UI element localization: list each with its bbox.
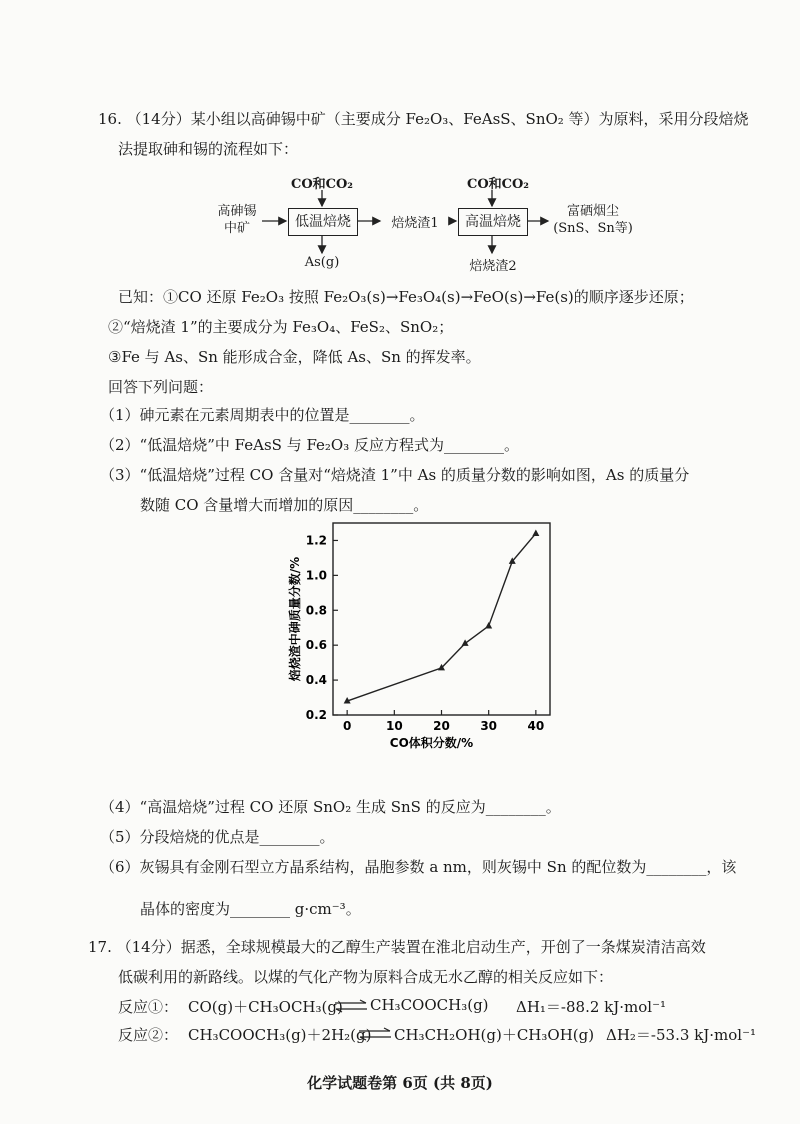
reaction-2-products: CH₃CH₂OH(g)＋CH₃OH(g)	[394, 1026, 595, 1044]
plot-frame	[333, 523, 550, 715]
x-tick-label: 40	[527, 719, 545, 733]
reaction-1-reactants: CO(g)＋CH₃OCH₃(g)	[188, 998, 343, 1016]
q16-stem-line1: 16. （14分）某小组以高砷锡中矿（主要成分 Fe₂O₃、FeAsS、SnO₂ 等）为原料，采用分段焙烧	[98, 110, 749, 128]
known-2: ②“焙烧渣 1”的主要成分为 Fe₃O₄、FeS₂、SnO₂；	[108, 318, 454, 336]
as-content-chart	[280, 520, 610, 750]
sub-question-3-line1: （3）“低温焙烧”过程 CO 含量对“焙烧渣 1”中 As 的质量分数的影响如图，As 的质量分	[100, 466, 690, 484]
reaction-2-label: 反应②：	[118, 1026, 179, 1044]
x-tick-label: 30	[480, 719, 498, 733]
page-footer: 化学试题卷第 6页 (共 8页)	[307, 1074, 493, 1092]
flow-output: 富硒烟尘 (SnS、Sn等)	[553, 204, 633, 236]
flow-diagram	[0, 165, 800, 280]
data-point-marker	[462, 639, 469, 646]
sub-question-6-line1: （6）灰锡具有金刚石型立方晶系结构，晶胞参数 a nm，则灰锡中 Sn 的配位数为________，该	[100, 858, 737, 876]
reaction-2-enthalpy: ΔH₂＝-53.3 kJ·mol⁻¹	[606, 1026, 757, 1044]
reaction-1-label: 反应①：	[118, 998, 179, 1016]
sub-question-2: （2）“低温焙烧”中 FeAsS 与 Fe₂O₃ 反应方程式为________。	[100, 436, 520, 454]
data-point-marker	[485, 622, 492, 629]
sub-question-3-line2: 数随 CO 含量增大而增加的原因________。	[140, 496, 429, 514]
x-axis-label: CO体积分数/%	[389, 736, 474, 750]
flow-gas1: CO和CO₂	[290, 177, 354, 192]
sub-question-1: （1）砷元素在元素周期表中的位置是________。	[100, 406, 425, 424]
reaction-2-reactants: CH₃COOCH₃(g)＋2H₂(g)	[188, 1026, 372, 1044]
q17-stem-line2: 低碳利用的新路线。以煤的气化产物为原料合成无水乙醇的相关反应如下：	[118, 968, 614, 986]
flow-out-residue2: 焙烧渣2	[469, 259, 517, 274]
equilibrium-arrow-2	[358, 1027, 392, 1041]
sub-question-4: （4）“高温焙烧”过程 CO 还原 SnO₂ 生成 SnS 的反应为________。	[100, 798, 561, 816]
y-tick-label: 0.2	[305, 708, 327, 722]
flow-feed: 高砷锡 中矿	[217, 204, 257, 236]
y-axis-label: 焙烧渣中砷质量分数/%	[288, 556, 302, 682]
x-tick-label: 10	[385, 719, 403, 733]
y-tick-label: 0.4	[305, 673, 327, 688]
y-tick-label: 0.6	[305, 638, 327, 653]
flow-product1: 焙烧渣1	[391, 216, 439, 231]
data-point-marker	[532, 529, 539, 536]
q16-stem-line2: 法提取砷和锡的流程如下：	[118, 140, 299, 158]
known-1: 已知：①CO 还原 Fe₂O₃ 按照 Fe₂O₃(s)→Fe₃O₄(s)→FeO(s)→Fe(s)的顺序逐步还原；	[118, 288, 694, 306]
flow-box-high-temp: 高温焙烧	[458, 208, 528, 236]
equilibrium-arrow-1	[334, 999, 368, 1013]
reaction-1-products: CH₃COOCH₃(g)	[370, 996, 489, 1014]
y-tick-label: 0.8	[305, 603, 327, 618]
reaction-1-enthalpy: ΔH₁＝-88.2 kJ·mol⁻¹	[516, 998, 667, 1016]
sub-question-6-line2: 晶体的密度为________ g·cm⁻³。	[140, 900, 361, 918]
x-tick-label: 20	[433, 719, 450, 733]
x-tick-label: 0	[342, 719, 352, 733]
flow-box-low-temp: 低温焙烧	[288, 208, 358, 236]
sub-question-5: （5）分段焙烧的优点是________。	[100, 828, 335, 846]
q17-stem-line1: 17. （14分）据悉，全球规模最大的乙醇生产装置在淮北启动生产，开创了一条煤炭清洁高效	[88, 938, 706, 956]
answer-intro: 回答下列问题：	[108, 378, 214, 396]
y-tick-label: 1.2	[305, 533, 327, 548]
flow-out-as: As(g)	[304, 255, 340, 270]
y-tick-label: 1.0	[305, 568, 327, 583]
series-line	[347, 533, 536, 701]
known-3: ③Fe 与 As、Sn 能形成合金，降低 As、Sn 的挥发率。	[108, 348, 481, 366]
flow-gas2: CO和CO₂	[466, 177, 530, 192]
